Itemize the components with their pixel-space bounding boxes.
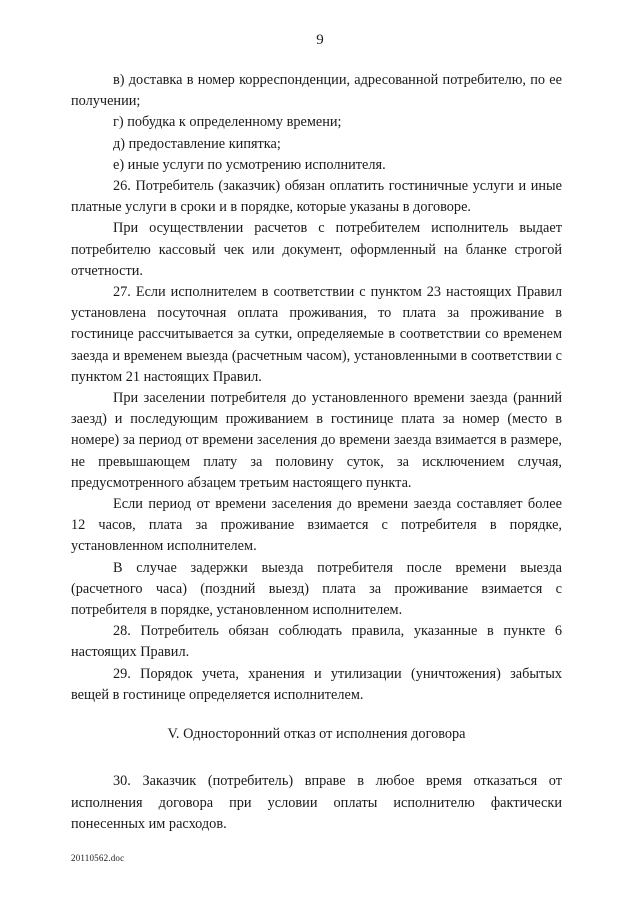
paragraph-27-over-12-hours: Если период от времени заселения до времени заезда составляет более 12 часов, плата за проживание взимается с потребителя в порядке, установленном исполнителем. <box>71 496 562 555</box>
paragraph-26-settlement: При осуществлении расчетов с потребителем исполнитель выдает потребителю кассовый чек или документ, оформленный на бланке строгой отчетности. <box>71 220 562 279</box>
document-body <box>71 70 562 835</box>
page-number: 9 <box>316 32 324 48</box>
paragraph-26: 26. Потребитель (заказчик) обязан оплатить гостиничные услуги и иные платные услуги в сроки и в порядке, которые указаны в договоре. <box>71 178 562 216</box>
paragraph-29: 29. Порядок учета, хранения и утилизации (уничтожения) забытых вещей в гостинице определяется исполнителем. <box>71 665 562 703</box>
paragraph-item-e: е) иные услуги по усмотрению исполнителя. <box>113 156 386 173</box>
paragraph-item-g: г) побудка к определенному времени; <box>113 114 342 131</box>
paragraph-28: 28. Потребитель обязан соблюдать правила, указанные в пункте 6 настоящих Правил. <box>71 623 562 661</box>
section-heading: V. Односторонний отказ от исполнения договора <box>167 726 466 743</box>
paragraph-item-d: д) предоставление кипятка; <box>113 135 281 152</box>
paragraph-27: 27. Если исполнителем в соответствии с пунктом 23 настоящих Правил установлена посуточная оплата проживания, то плата за проживание в гостинице рассчитывается за сутки, определяемые в соответствии со временем заезда и временем выезда (расчетным часом), установленными в соответствии с пунктом 21 настоящих Правил. <box>71 284 562 385</box>
footer-filename: 20110562.doc <box>71 853 125 863</box>
paragraph-27-late-checkout: В случае задержки выезда потребителя после времени выезда (расчетного часа) (поздний выезд) плата за проживание взимается с потребителя в порядке, установленном исполнителем. <box>71 559 562 619</box>
paragraph-27-early-checkin: При заселении потребителя до установленного времени заезда (ранний заезд) и последующим проживанием в гостинице плата за номер (место в номере) за период от времени заселения до времени заезда взимается в размере, не превышающем плату за половину суток, за исключением случая, предусмотренного абзацем третьим настоящего пункта. <box>71 390 562 491</box>
paragraph-30: 30. Заказчик (потребитель) вправе в любое время отказаться от исполнения договора при условии оплаты исполнителю фактически понесенных им расходов. <box>71 773 562 832</box>
paragraph-item-v: в) доставка в номер корреспонденции, адресованной потребителю, по ее получении; <box>71 72 562 110</box>
